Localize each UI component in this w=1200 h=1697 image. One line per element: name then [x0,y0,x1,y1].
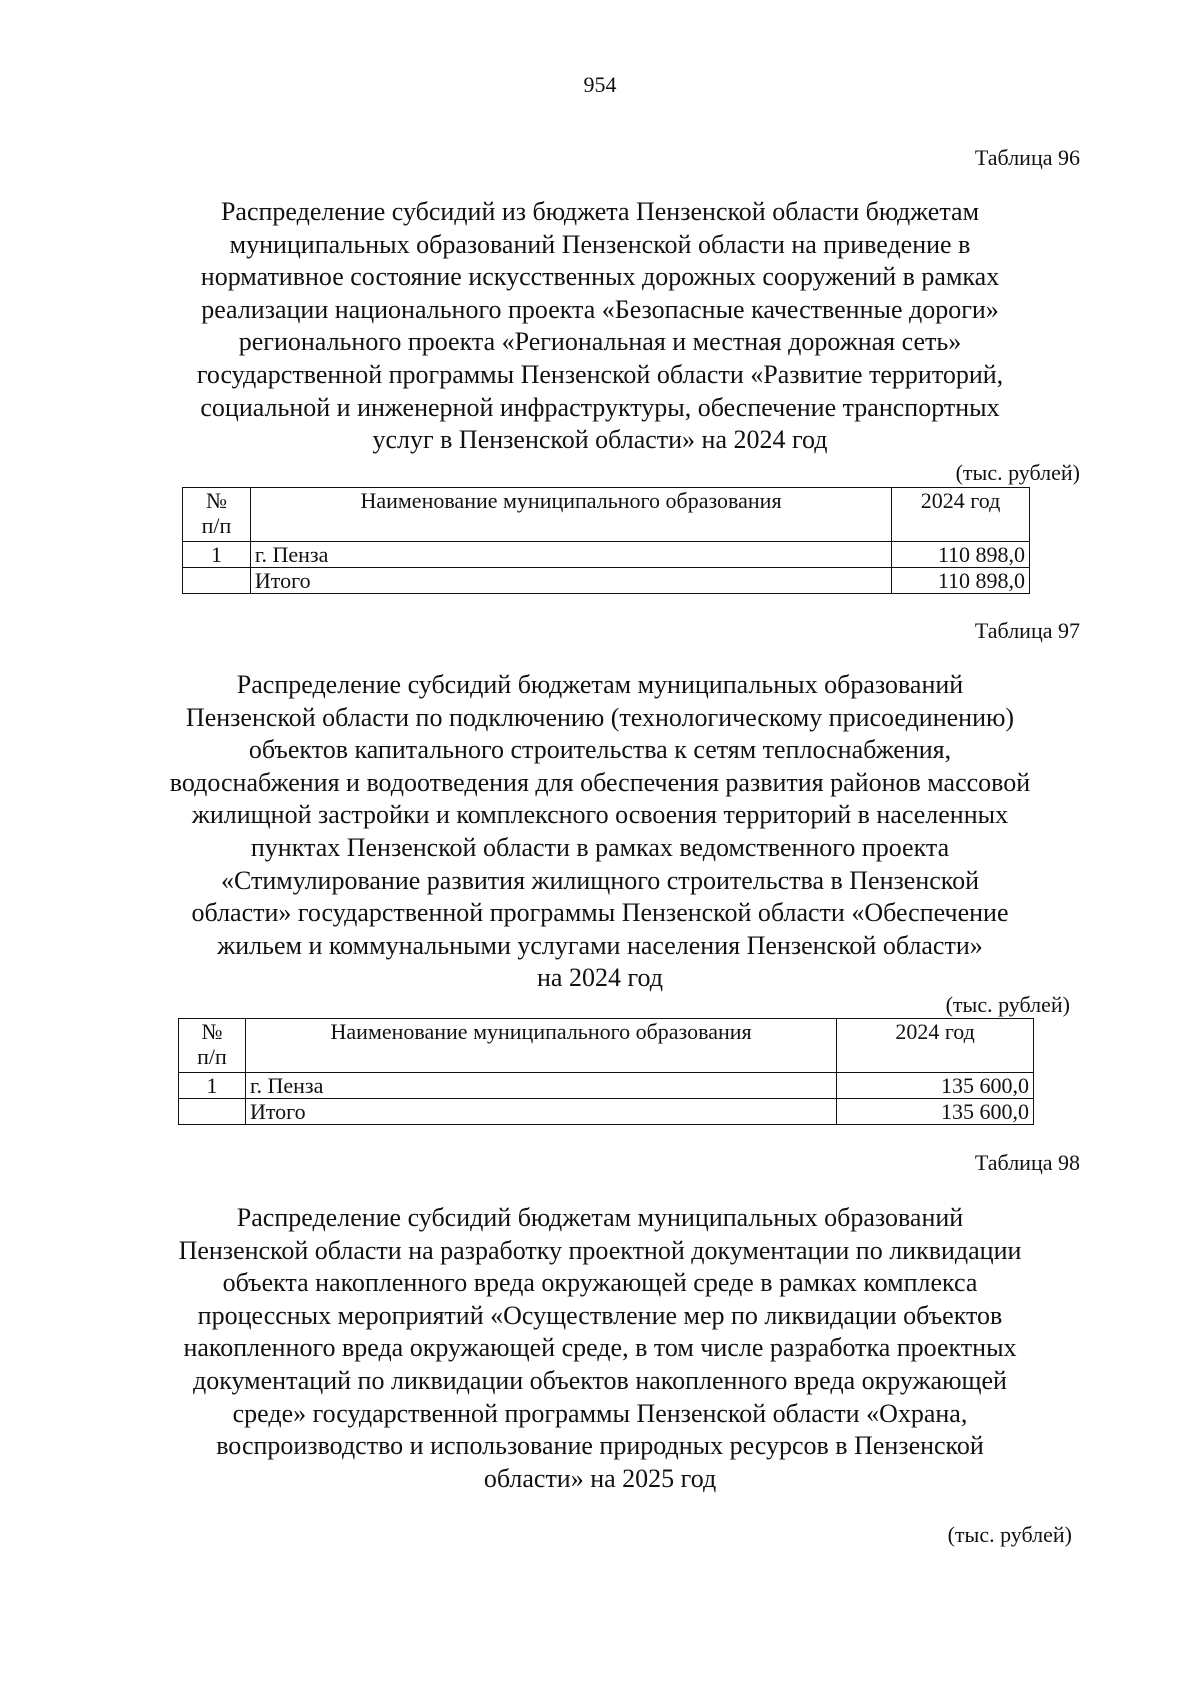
heading-line: на 2024 год [537,963,663,993]
heading-line: Распределение субсидий бюджетам муниципальных образований [236,670,964,699]
row-amount: 110 898,0 [892,542,1030,568]
header-year: 2024 год [892,488,1030,542]
table-row [179,1073,1034,1099]
row-amount: 110 898,0 [892,568,1030,594]
units-label: (тыс. рублей) [955,460,1080,485]
heading-table-97 [110,669,1090,995]
row-amount: 135 600,0 [837,1073,1034,1099]
row-amount: 135 600,0 [837,1099,1034,1125]
heading-line: накопленного вреда окружающей среде, в том числе разработка проектных [183,1333,1017,1363]
row-name: Итого [250,568,891,594]
heading-line: среде» государственной программы Пензенской области «Охрана, [232,1398,968,1428]
table-row-total [179,1099,1034,1125]
header-num [179,1019,246,1073]
heading-line: Пензенской области на разработку проектной документации по ликвидации [178,1235,1022,1265]
header-num [183,488,251,542]
heading-table-96 [110,196,1090,457]
row-name: г. Пенза [245,1073,836,1099]
heading-line: «Стимулирование развития жилищного строительства в Пензенской [220,865,979,895]
table-row [183,542,1030,568]
row-num [179,1099,246,1125]
table-label-96: Таблица 96 [974,145,1080,170]
heading-line: Распределение субсидий из бюджета Пензенской области бюджетам [220,197,980,226]
row-num [183,568,251,594]
table-header-row [179,1019,1034,1073]
heading-line: регионального проекта «Региональная и местная дорожная сеть» [238,327,962,357]
heading-line: жилищной застройки и комплексного освоения территорий в населенных [191,800,1009,830]
header-num-line1: № [205,488,227,513]
row-name: г. Пенза [250,542,891,568]
heading-line: воспроизводство и использование природных ресурсов в Пензенской [216,1431,984,1461]
table-label-98: Таблица 98 [974,1150,1080,1175]
heading-line: услуг в Пензенской области» на 2024 год [372,425,828,455]
table-label-97: Таблица 97 [974,618,1080,643]
table-header-row [183,488,1030,542]
budget-table-97 [178,1018,1034,1125]
units-label: (тыс. рублей) [947,1522,1072,1547]
heading-line: нормативное состояние искусственных дорожных сооружений в рамках [200,262,1000,292]
header-num-line2: п/п [201,513,232,538]
heading-line: государственной программы Пензенской области «Развитие территорий, [196,359,1004,389]
page-number: 954 [583,72,617,97]
table-row-total [183,568,1030,594]
heading-line: жильем и коммунальными услугами населения Пензенской области» [217,930,983,960]
row-num: 1 [179,1073,246,1099]
heading-line: области» государственной программы Пензенской области «Обеспечение [191,898,1009,928]
heading-line: Распределение субсидий бюджетам муниципальных образований [236,1203,964,1232]
heading-line: процессных мероприятий «Осуществление мер по ликвидации объектов [197,1300,1003,1330]
heading-line: пунктах Пензенской области в рамках ведомственного проекта [250,832,950,862]
header-num-line2: п/п [197,1044,227,1069]
header-name: Наименование муниципального образования [250,488,891,542]
heading-line: водоснабжения и водоотведения для обеспечения развития районов массовой [169,767,1031,797]
heading-line: социальной и инженерной инфраструктуры, обеспечение транспортных [200,392,1000,422]
header-num-line1: № [201,1019,223,1044]
heading-line: объекта накопленного вреда окружающей среде в рамках комплекса [222,1268,978,1298]
heading-line: документаций по ликвидации объектов накопленного вреда окружающей [193,1365,1007,1395]
heading-line: объектов капитального строительства к сетям теплоснабжения, [248,735,952,765]
heading-table-98 [110,1202,1090,1495]
header-name: Наименование муниципального образования [245,1019,836,1073]
heading-line: области» на 2025 год [483,1463,717,1493]
heading-line: Пензенской области по подключению (технологическому присоединению) [185,702,1015,732]
header-year: 2024 год [837,1019,1034,1073]
row-num: 1 [183,542,251,568]
heading-line: реализации национального проекта «Безопасные качественные дороги» [201,294,999,324]
units-label: (тыс. рублей) [945,992,1070,1017]
budget-table-96 [182,487,1030,594]
row-name: Итого [245,1099,836,1125]
heading-line: муниципальных образований Пензенской области на приведение в [229,229,971,259]
